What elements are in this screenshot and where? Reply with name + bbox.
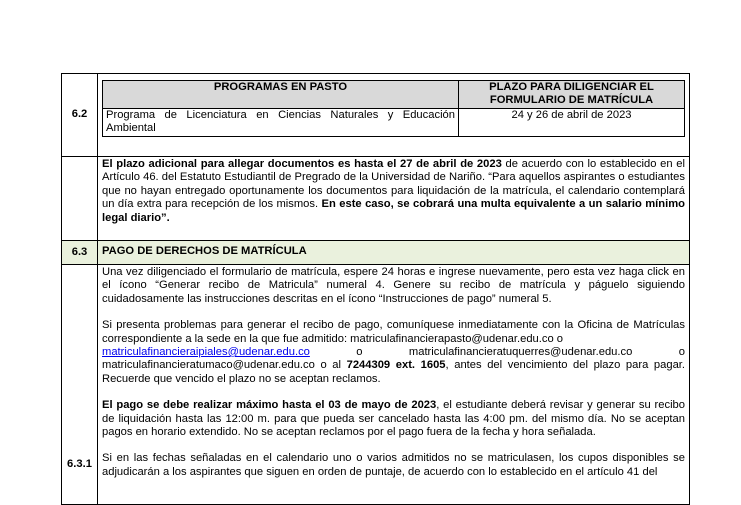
notice-deadline: El plazo adicional para allegar documentos es hasta el 27 de abril de 2023: [102, 158, 502, 170]
payment-deadline-details: , el estudiante deberá revisar y generar su recibo de liquidación hasta las 12:00 m. para que pueda ser cancelado hasta las 4:00 pm. del mismo día. No se aceptan pagos en horario extendido. No se aceptan reclamos por el pago fuera de la fecha y hora señalada.: [102, 399, 686, 439]
program-name: Programa de Licenciatura en Ciencias Naturales y Educación Ambiental: [103, 108, 459, 136]
notice-fine: En este caso, se cobrará una multa equivalente a un salario mínimo legal diario”.: [102, 198, 685, 224]
support-contact-text: [102, 319, 685, 386]
notice-text: de acuerdo con lo establecido en el Artículo 46. del Estatuto Estudiantil de Pregrado de la Universidad de Nariño. “Para aquellos aspirantes o estudiantes que no hayan entregado oportunamente los documentos para liquidación de la matrícula, el calendario contemplará un día extra para recepción de los mismos.: [102, 158, 685, 211]
section-number-6-3: 6.3: [62, 241, 98, 265]
program-deadline: 24 y 26 de abril de 2023: [459, 108, 685, 136]
section-title: PAGO DE DERECHOS DE MATRÍCULA: [98, 241, 690, 265]
row-number-6-3-1: 6.3.1: [62, 265, 98, 505]
programs-table: [102, 80, 685, 137]
support-intro: Si presenta problemas para generar el recibo de pago, comuníquese inmediatamente con la Oficina de Matrículas correspondiente a la sede en la que fue admitido: matriculafinancierapasto@udenar.edu.co o: [102, 319, 685, 345]
or-text: o: [678, 346, 685, 359]
payment-deadline-text: [102, 399, 685, 439]
email-tuquerres: matriculafinancieratuquerres@udenar.edu.co: [408, 346, 633, 359]
support-end: , antes del vencimiento del plazo para pagar. Recuerde que vencido el plazo no se aceptan reclamos.: [102, 359, 686, 385]
payment-deadline: El pago se debe realizar máximo hasta el 03 de mayo de 2023: [102, 399, 437, 412]
vacancy-allocation-text: Si en las fechas señaladas en el calendario uno o varios admitidos no se matriculasen, los cupos disponibles se adjudicarán a los aspirantes que siguen en orden de puntaje, de acuerdo con lo establecido en el artículo 41 del: [102, 452, 685, 478]
row-number-6-2: 6.2: [62, 74, 98, 157]
programs-header: PROGRAMAS EN PASTO: [103, 81, 459, 109]
extra-deadline-notice: [98, 157, 690, 241]
email-ipiales-link[interactable]: matriculafinancieraipiales@udenar.edu.co: [102, 346, 310, 359]
or-text: o: [356, 346, 363, 359]
email-line: [102, 346, 685, 359]
email-tumaco: matriculafinancieratumaco@udenar.edu.co o al: [102, 359, 347, 372]
payment-instructions: [98, 265, 690, 505]
document-table: [61, 73, 690, 505]
deadline-header: PLAZO PARA DILIGENCIAR EL FORMULARIO DE MATRÍCULA: [459, 81, 685, 109]
phone-extension: 7244309 ext. 1605: [346, 359, 446, 372]
generate-receipt-text: Una vez diligenciado el formulario de matrícula, espere 24 horas e ingrese nuevamente, pero esta vez haga click en el ícono “Generar recibo de Matricula” numeral 4. Genere su recibo de matrícula y páguelo siguiendo cuidadosamente las instrucciones descritas en el ícono “Instrucciones de pago” numeral 5.: [102, 266, 685, 305]
